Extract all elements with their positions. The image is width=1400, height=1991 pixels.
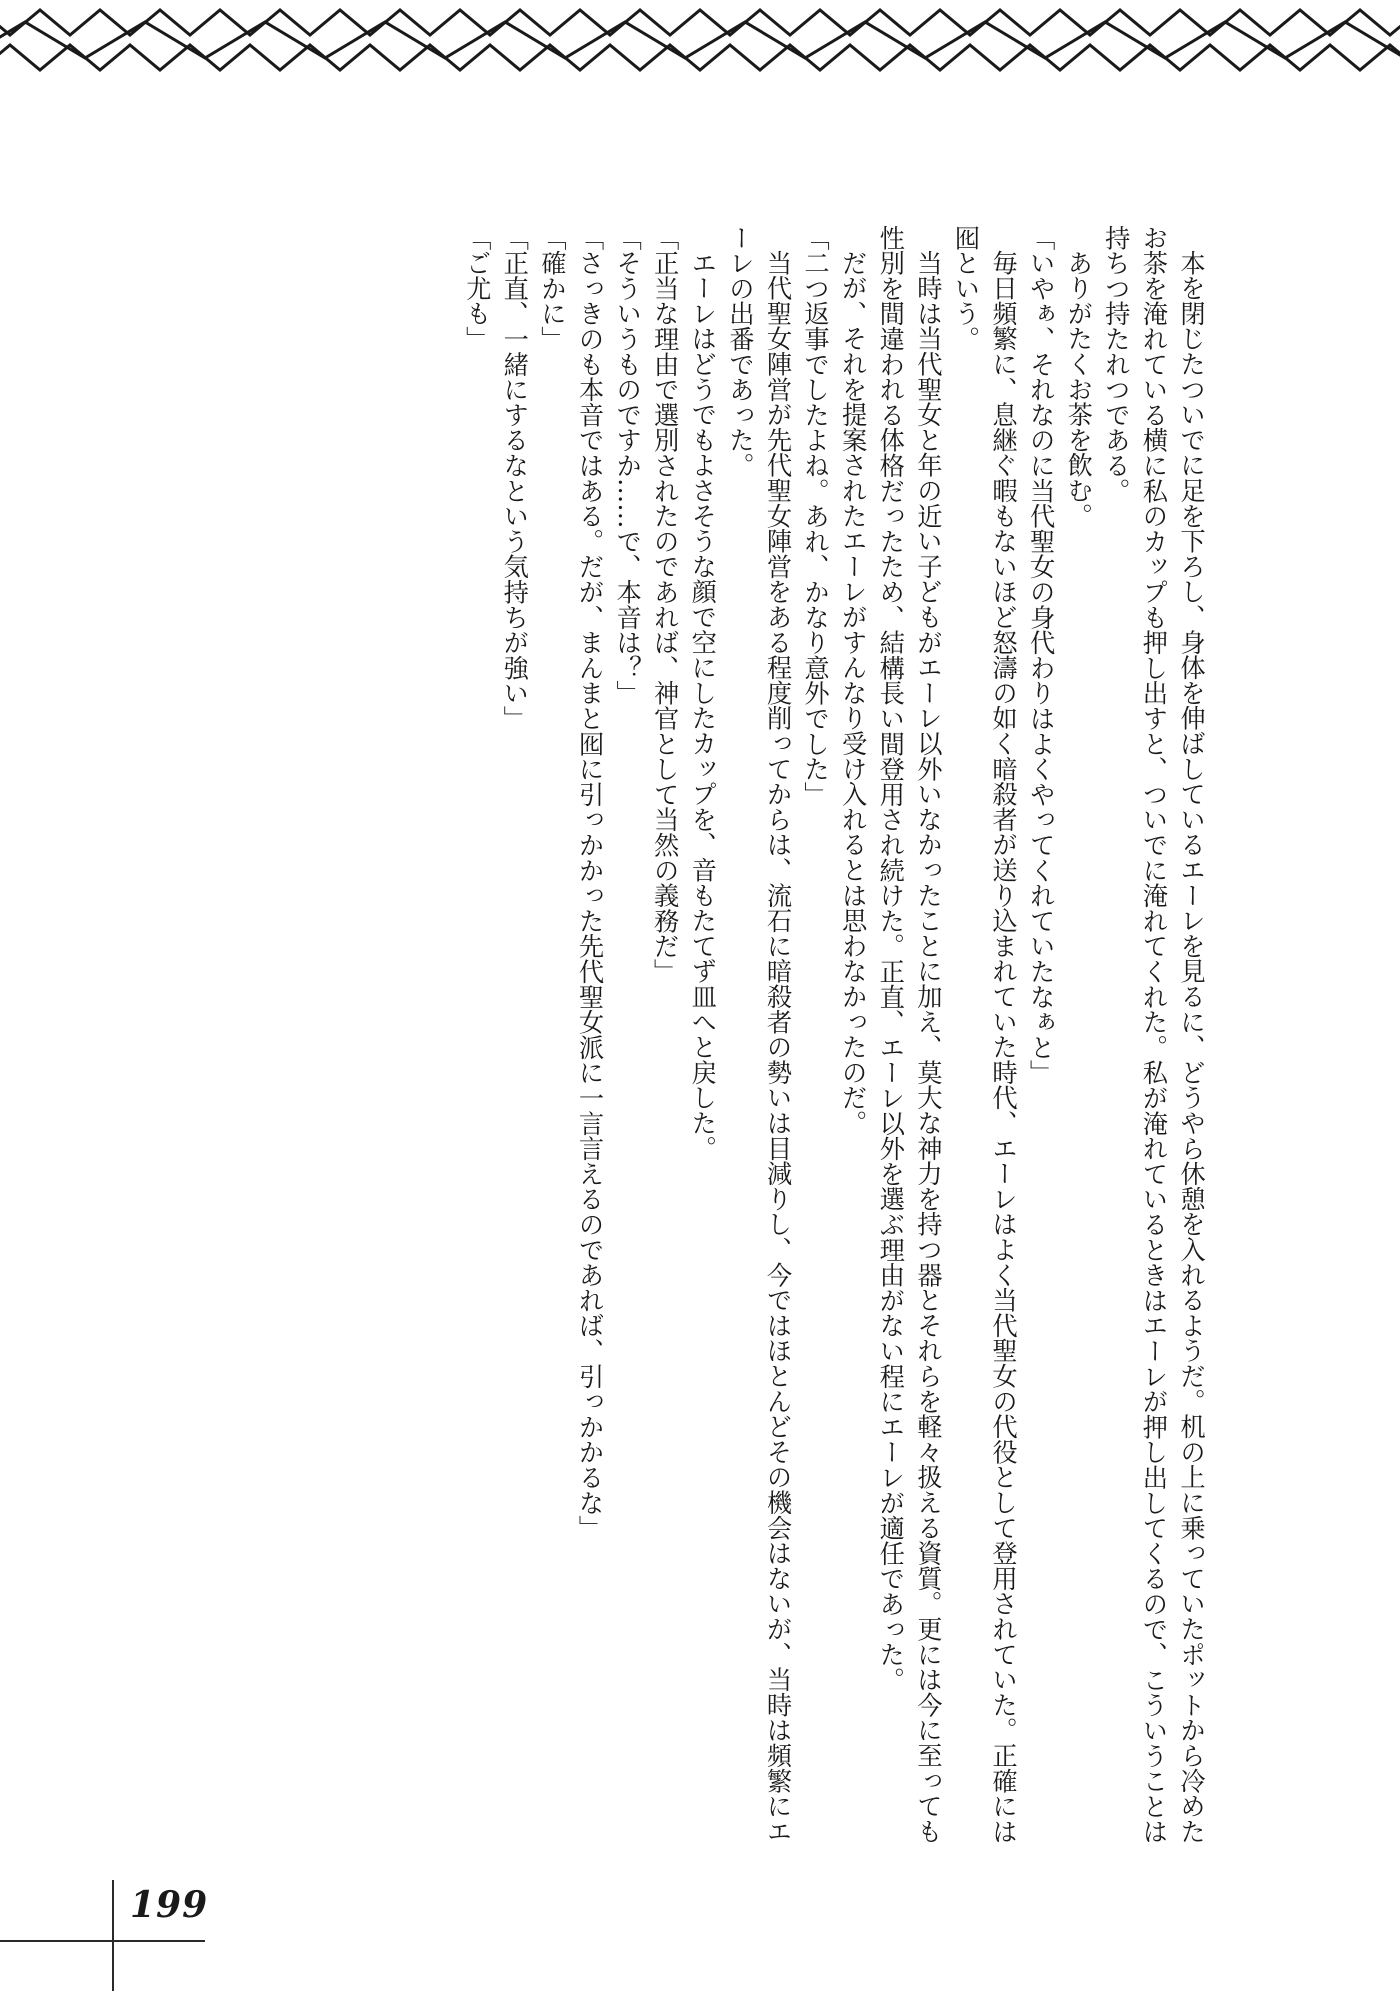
folio-horizontal-rule	[0, 1940, 205, 1942]
dialogue-line: 「さっきのも本音ではある。だが、まんまと囮に引っかかった先代聖女派に一言言えるのであれば、引っかかるな」	[575, 225, 605, 1541]
dialogue-line: 「二つ返事でしたよね。あれ、かなり意外でした」	[801, 225, 831, 807]
dialogue-line: 「そういうものですか……で、本音は？」	[613, 225, 643, 706]
paragraph: 毎日頻繁に、息継ぐ暇もないほど怒濤の如く暗殺者が送り込まれていた時代、エーレはよく当代聖女の代役として登用されていた。正確には囮という。	[951, 225, 1019, 1845]
folio-vertical-rule	[112, 1880, 114, 1991]
paragraph: 当代聖女陣営が先代聖女陣営をある程度削ってからは、流石に暗殺者の勢いは目減りし、今ではほとんどその機会はないが、当時は頻繁にエーレの出番であった。	[725, 225, 793, 1845]
paragraph: エーレはどうでもよさそうな顔で空にしたカップを、音もたてず皿へと戻した。	[688, 250, 718, 1162]
dialogue-line: 「正直、一緒にするなという気持ちが強い」	[500, 225, 530, 731]
novel-body-text	[130, 225, 1210, 1850]
page-number: 199	[130, 1884, 209, 1926]
paragraph: 本を閉じたついでに足を下ろし、身体を伸ばしているエーレを見るに、どうやら休憩を入れるようだ。机の上に乗っていたポットから冷めたお茶を淹れている横に私のカップも押し出すと、ついでに淹れてくれた。私が淹れているときはエーレが押し出してくるので、こういうことは持ちつ持たれつである。	[1101, 225, 1206, 1845]
dialogue-line: 「いやぁ、それなのに当代聖女の身代わりはよくやってくれていたなぁと」	[1026, 225, 1056, 1086]
dialogue-line: 「確かに」	[537, 225, 567, 352]
paragraph: ありがたくお茶を飲む。	[1064, 250, 1094, 529]
paragraph: だが、それを提案されたエーレがすんなり受け入れるとは思わなかったのだ。	[838, 250, 868, 1136]
decorative-border-pattern	[0, 0, 1400, 80]
dialogue-line: 「正当な理由で選別されたのであれば、神官として当然の義務だ」	[650, 225, 680, 984]
paragraph: 当時は当代聖女と年の近い子どもがエーレ以外いなかったことに加え、莫大な神力を持つ器とそれらを軽々扱える資質。更には今に至っても性別を間違われる体格だったため、結構長い間登用され続けた。正直、エーレ以外を選ぶ理由がない程にエーレが適任であった。	[876, 225, 943, 1845]
dialogue-line: 「ご尤も」	[462, 225, 492, 352]
